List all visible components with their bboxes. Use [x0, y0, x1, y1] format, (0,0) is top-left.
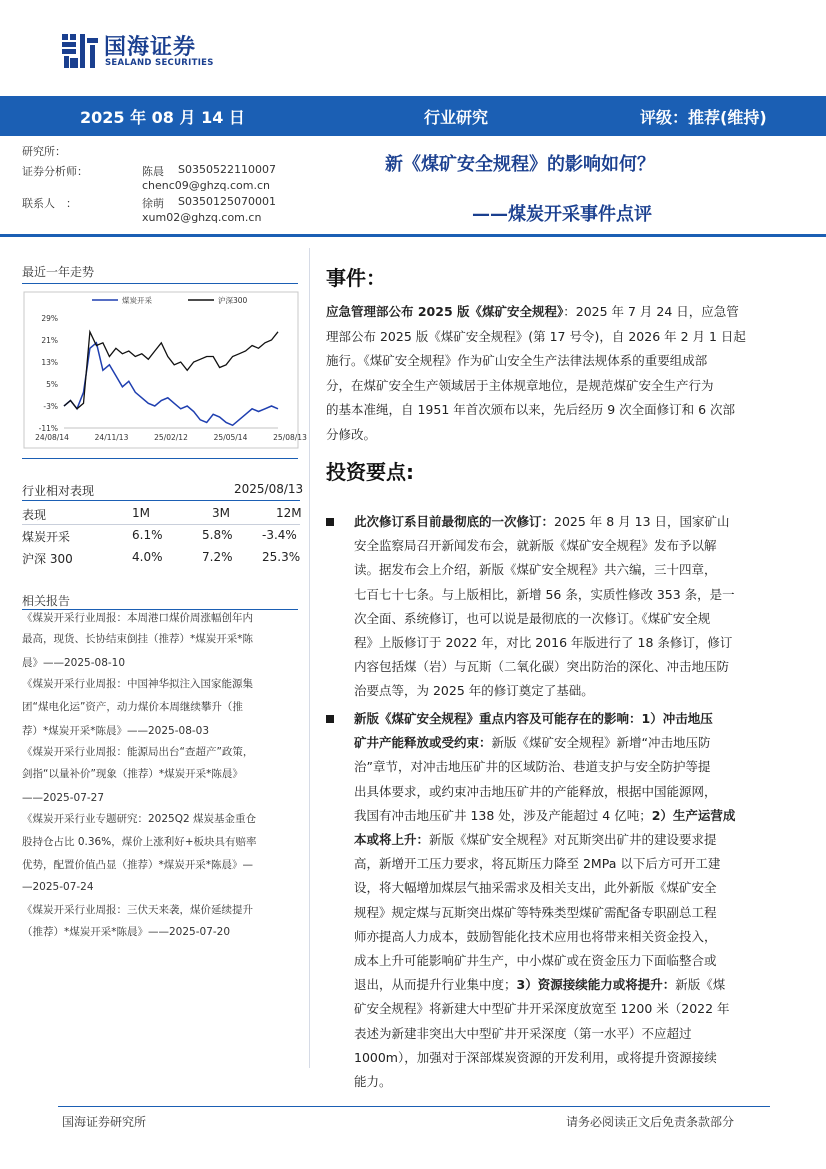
point-text: 出具体要求，或约束冲击地压矿井的产能释放，根据中国能源网，: [354, 783, 717, 799]
header-separator: [0, 234, 826, 237]
point-lead: 此次修订系目前最彻底的一次修订：: [354, 514, 555, 529]
point-line: 程》上版修订于 2022 年，对比 2016 年版进行了 18 条修订，修订: [354, 635, 733, 650]
col-1m: 1M: [132, 506, 150, 520]
event-line: 施行。《煤矿安全规程》作为矿山安全生产法律法规体系的重要组成部: [326, 353, 708, 368]
brand-name-cn: 国海证券: [104, 35, 197, 60]
analyst-code: S0350522110007: [178, 163, 276, 176]
point-text: 新版《煤: [675, 977, 726, 993]
point-text: 设，将大幅增加煤层气抽采需求及相关支出，此外新版《煤矿安全: [354, 880, 717, 896]
performance-heading: 行业相对表现: [22, 484, 95, 498]
point-text: 治”章节，对冲击地压矿井的区域防治、巷道支护与安全防护等提: [354, 759, 711, 775]
analyst-label: 证券分析师：: [22, 165, 88, 178]
x-tick-label: 25/05/14: [213, 433, 248, 442]
point-text: 高，新增开工压力要求，将瓦斯压力降至 2MPa 以下后方可开工建: [354, 856, 721, 872]
event-line: [326, 300, 739, 325]
footer-rule: [58, 1106, 770, 1107]
legend-label: 煤炭开采: [122, 296, 152, 305]
row-3m: 5.8%: [202, 528, 233, 542]
point-line: [354, 780, 717, 804]
analyst-name: 陈晨: [142, 165, 164, 178]
point-text: 1000m），加强对于深部煤炭资源的开发利用，或将提升资源接续: [354, 1049, 717, 1065]
point-line: [354, 804, 735, 828]
related-report-line[interactable]: 《煤炭开采行业周报：三伏天来袭，煤价延续提升: [22, 904, 253, 916]
row-1m: 4.0%: [132, 550, 163, 564]
point-text: 成本上升可能影响矿井生产，中小煤矿或在资金压力下面临整合或: [354, 953, 717, 968]
point-line: 治要点等，为 2025 年的修订奠定了基础。: [354, 683, 594, 699]
point-line: [354, 731, 711, 755]
point-line: [354, 1022, 692, 1046]
performance-subrule: [22, 524, 300, 525]
point-text: 退出，从而提升行业集中度；: [354, 977, 517, 993]
point-lead: 2）生产运营成: [651, 807, 736, 823]
sealand-logo-icon: [60, 30, 100, 70]
investment-heading: 投资要点:: [326, 460, 414, 484]
event-lead: 应急管理部公布 2025 版《煤矿安全规程》: [326, 304, 564, 319]
performance-columns: [22, 506, 300, 524]
point-line: [354, 828, 717, 852]
row-name: 沪深 300: [22, 552, 73, 566]
event-heading: 事件：: [326, 266, 386, 290]
point-text: 我国有冲击地压矿井 138 处，涉及产能超过 4 亿吨；: [354, 807, 652, 823]
trend-heading: 最近一年走势: [22, 265, 95, 279]
event-line: 的基本准绳，自 1951 年首次颁布以来，先后经历 9 次全面修订和 6 次部: [326, 402, 736, 417]
point-line: [354, 997, 730, 1021]
col-3m: 3M: [212, 506, 230, 520]
col-12m: 12M: [276, 506, 302, 520]
related-report-line[interactable]: 《煤炭开采行业专题研究：2025Q2 煤炭基金重仓: [22, 813, 257, 825]
column-divider: [309, 248, 310, 1068]
point-line: [354, 1046, 717, 1070]
point-lead: 本或将上升：: [354, 832, 430, 847]
series-line-0: [64, 343, 278, 426]
point-line: [354, 1070, 392, 1094]
point-line: 七百七十七条。与上版相比，新增 56 条，实质性修改 353 条，是一: [354, 586, 735, 602]
contact-email[interactable]: xum02@ghzq.com.cn: [142, 211, 262, 224]
chart-frame: [24, 292, 298, 448]
x-tick-label: 24/08/14: [35, 433, 69, 442]
row-12m: -3.4%: [262, 528, 297, 542]
point-line: 读。据发布会上介绍，新版《煤矿安全规程》共六编，三十四章，: [354, 562, 717, 578]
brand-logo: [60, 28, 260, 72]
contact-code: S0350125070001: [178, 195, 276, 208]
point-lead: 矿井产能释放或受约束：: [354, 735, 492, 751]
analyst-label: 研究所：: [22, 145, 66, 158]
related-report-line[interactable]: 股持仓占比 0.36%，煤价上涨利好+板块具有赔率: [22, 836, 257, 848]
legend-label: 沪深300: [218, 296, 248, 305]
trend-chart: [22, 290, 307, 450]
event-line: 理部公布 2025 版《煤矿安全规程》(第 17 号令)，自 2026 年 2 月 1 日起: [326, 328, 746, 344]
point-text: 能力。: [354, 1074, 392, 1089]
report-type: 行业研究: [424, 108, 489, 127]
point-text: 新版《煤矿安全规程》新增“冲击地压防: [491, 735, 711, 751]
contact-label: 联系人 ：: [22, 197, 77, 210]
related-report-line[interactable]: 《煤炭开采行业周报：能源局出台“查超产”政策，: [22, 746, 254, 758]
x-tick-label: 25/02/12: [154, 433, 188, 442]
point-line: [354, 852, 720, 876]
point-text: 新版《煤矿安全规程》对瓦斯突出矿井的建设要求提: [429, 832, 717, 847]
point-text: 2025 年 8 月 13 日，国家矿山: [554, 514, 730, 529]
related-report-line[interactable]: —2025-07-24: [22, 881, 94, 893]
related-report-line[interactable]: 《煤炭开采行业周报：中国神华拟注入国家能源集: [22, 678, 253, 690]
y-tick-label: 13%: [41, 358, 58, 367]
y-tick-label: 21%: [41, 336, 58, 345]
point-line: [354, 901, 717, 925]
related-report-line[interactable]: 团“煤电化运”资产，动力煤价本周继续攀升（推: [22, 701, 243, 713]
footer-institute: 国海证券研究所: [62, 1115, 147, 1129]
related-report-line[interactable]: 晨》——2025-08-10: [22, 657, 126, 669]
bullet-icon: [326, 715, 334, 723]
point-text: 规程》规定煤与瓦斯突出煤矿等特殊类型煤矿需配备专职副总工程: [354, 904, 717, 920]
analyst-email[interactable]: chenc09@ghzq.com.cn: [142, 179, 271, 192]
y-tick-label: -3%: [43, 402, 58, 411]
point-line: [354, 973, 725, 997]
point-lead: 3）资源接续能力或将提升：: [516, 977, 676, 993]
footer-disclaimer: 请务必阅读正文后免责条款部分: [566, 1115, 735, 1129]
row-3m: 7.2%: [202, 550, 233, 564]
event-text: ：2025 年 7 月 24 日，应急管: [563, 304, 739, 319]
point-line: [354, 707, 713, 731]
performance-date: 2025/08/13: [234, 482, 304, 496]
related-report-line[interactable]: 优势，配置价值凸显（推荐）*煤炭开采*陈晨》—: [22, 859, 253, 871]
table-row: [22, 550, 300, 568]
related-report-line[interactable]: 荐）*煤炭开采*陈晨》——2025-08-03: [22, 725, 210, 737]
point-line: [354, 925, 717, 949]
row-1m: 6.1%: [132, 528, 163, 542]
related-heading: 相关报告: [22, 594, 71, 608]
header-banner: [0, 96, 826, 136]
x-tick-label: 24/11/13: [94, 433, 129, 442]
x-tick-label: 25/08/13: [273, 433, 307, 442]
row-12m: 25.3%: [262, 550, 301, 564]
related-report-line[interactable]: （推荐）*煤炭开采*陈晨》——2025-07-20: [22, 926, 231, 938]
point-line: 安全监察局召开新闻发布会，就新版《煤矿安全规程》发布予以解: [354, 538, 717, 554]
contact-name: 徐萌: [142, 197, 164, 210]
point-line: [354, 876, 717, 900]
report-rating: 评级：推荐(维持): [640, 108, 767, 127]
y-tick-label: 29%: [41, 314, 58, 323]
related-report-line[interactable]: 《煤炭开采行业周报：本周港口煤价周涨幅创年内: [22, 612, 253, 624]
point-lead: 新版《煤矿安全规程》重点内容及可能存在的影响：: [354, 711, 642, 726]
point-line: [354, 949, 717, 973]
bullet-icon: [326, 518, 334, 526]
point-text: 表述为新建非突出大中型矿井开采深度（第一水平）不应超过: [354, 1025, 692, 1041]
report-date: 2025 年 08 月 14 日: [80, 108, 245, 127]
point-line: [354, 510, 730, 534]
y-tick-label: 5%: [46, 380, 58, 389]
related-report-line[interactable]: 剑指“以量补价”现象（推荐）*煤炭开采*陈晨》: [22, 768, 243, 780]
table-row: [22, 528, 300, 546]
point-lead: 1）冲击地压: [641, 711, 713, 726]
y-tick-label: -11%: [38, 424, 58, 433]
related-report-line[interactable]: ——2025-07-27: [22, 792, 105, 804]
report-title: 新《煤矿安全规程》的影响如何？: [385, 154, 655, 175]
chart-bottom-rule: [22, 458, 298, 459]
related-report-line[interactable]: 最高，现货、长协结束倒挂（推荐）*煤炭开采*陈: [22, 633, 253, 645]
performance-rule: [22, 500, 300, 501]
point-line: 内容包括煤（岩）与瓦斯（二氧化碳）突出防治的深化、冲击地压防: [354, 659, 730, 675]
row-name: 煤炭开采: [22, 530, 71, 544]
brand-name-en: SEALAND SECURITIES: [105, 58, 214, 68]
performance-header: [22, 482, 304, 500]
point-line: 次全面、系统修订，也可以说是最彻底的一次修订。《煤矿安全规: [354, 610, 711, 626]
event-line: 分修改。: [326, 426, 377, 442]
point-text: 师亦提高人力成本，鼓励智能化技术应用也将带来相关资金投入，: [354, 928, 717, 944]
point-text: 矿安全规程》将新建大中型矿井开采深度放宽至 1200 米（2022 年: [354, 1001, 730, 1017]
event-line: 分，在煤矿安全生产领域居于主体规章地位，是规范煤矿安全生产行为: [326, 377, 714, 393]
trend-rule: [22, 283, 298, 284]
report-subtitle: ——煤炭开采事件点评: [472, 204, 652, 225]
col-label: 表现: [22, 508, 47, 522]
point-line: [354, 755, 710, 779]
